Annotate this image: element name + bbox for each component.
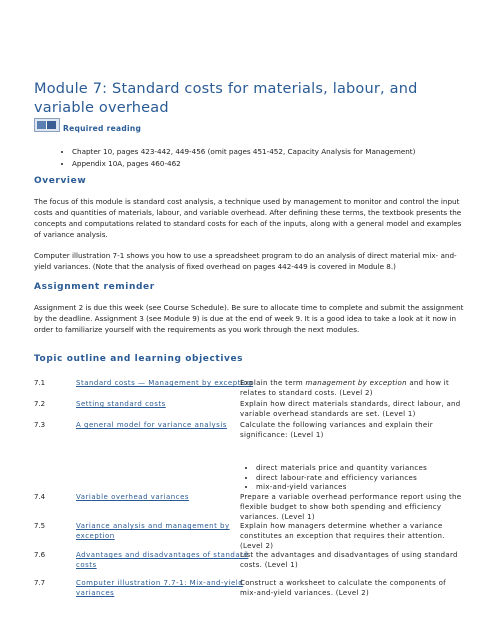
topic-row [34, 420, 474, 460]
variance-item: • mix-and-yield variances [256, 483, 436, 493]
topic-number: 7.5 [34, 522, 46, 530]
topic-link[interactable]: Standard costs — Management by exception [76, 379, 254, 387]
overview-paragraph-2: Computer illustration 7-1 shows you how to use a spreadsheet program to do an analysis of direct material mix- and-yield variances. (Note that the analysis of fixed overhead on pages 442-449 is covered in Module 8.) [34, 251, 457, 271]
topic-link[interactable]: Advantages and disadvantages of standard costs [76, 551, 249, 569]
topic-objective: Construct a worksheet to calculate the components of mix-and-yield variances. (Level 2) [240, 579, 446, 597]
topic-number: 7.4 [34, 493, 46, 501]
assignment-heading: Assignment reminder [34, 282, 155, 292]
topic-number: 7.6 [34, 551, 46, 559]
topic-objective: Prepare a variable overhead performance report using the flexible budget to show both spending and efficiency variances. (Level 1) [240, 493, 462, 521]
topic-link[interactable]: Variable overhead variances [76, 493, 190, 501]
topic-number: 7.2 [34, 400, 46, 408]
topic-objective: Calculate the following variances and explain their significance: (Level 1) [240, 421, 433, 439]
overview-paragraph: The focus of this module is standard cost analysis, a technique used by management to monitor and control the input costs and quantities of materials, labour, and variable overhead. After defining these terms, the textbook presents the concepts and computations related to standard costs for each of the inputs, along with a general model and examples of variance analysis. [34, 197, 462, 239]
reading-item: • Chapter 10, pages 423-442, 449-456 (omit pages 451-452, Capacity Analysis for Management) [72, 146, 482, 158]
assignment-paragraph: Assignment 2 is due this week (see Course Schedule). Be sure to allocate time to complete and submit the assignment by the deadline. Assignment 3 (see Module 9) is due at the end of week 9. It is a good idea to take a look at it now in order to familiarize yourself with the requirements as you work through the next modules. [34, 303, 464, 334]
module-title: Module 7: Standard costs for materials, labour, and variable overhead [34, 81, 418, 116]
topic-number: 7.7 [34, 579, 46, 587]
overview-heading: Overview [34, 176, 87, 186]
topic-link[interactable]: A general model for variance analysis [76, 421, 227, 429]
topic-objective: List the advantages and disadvantages of using standard costs. (Level 1) [240, 551, 458, 569]
topic-number: 7.3 [34, 421, 46, 429]
topic-link[interactable]: Setting standard costs [76, 400, 166, 408]
variance-list [244, 464, 436, 493]
topic-link[interactable]: Computer illustration 7.7-1: Mix-and-yield variances [76, 579, 244, 597]
topic-objective: Explain how managers determine whether a variance constitutes an exception that requires their attention. (Level 2) [240, 522, 445, 550]
topic-link[interactable]: Variance analysis and management by exception [76, 522, 230, 540]
book-icon [34, 118, 60, 132]
topic-objective: Explain the term management by exception and how it relates to standard costs. (Level 2) [240, 379, 450, 397]
topic-objective: Explain how direct materials standards, direct labour, and variable overhead standards are set. (Level 1) [240, 400, 461, 418]
variance-item: • direct labour-rate and efficiency variances [256, 474, 436, 484]
required-reading-label: Required reading [63, 124, 142, 133]
topic-row [34, 578, 474, 618]
variance-item: • direct materials price and quantity variances [256, 464, 436, 474]
reading-list [60, 146, 482, 170]
reading-item: • Appendix 10A, pages 460-462 [72, 158, 482, 170]
topics-heading: Topic outline and learning objectives [34, 354, 244, 364]
topic-number: 7.1 [34, 379, 46, 387]
